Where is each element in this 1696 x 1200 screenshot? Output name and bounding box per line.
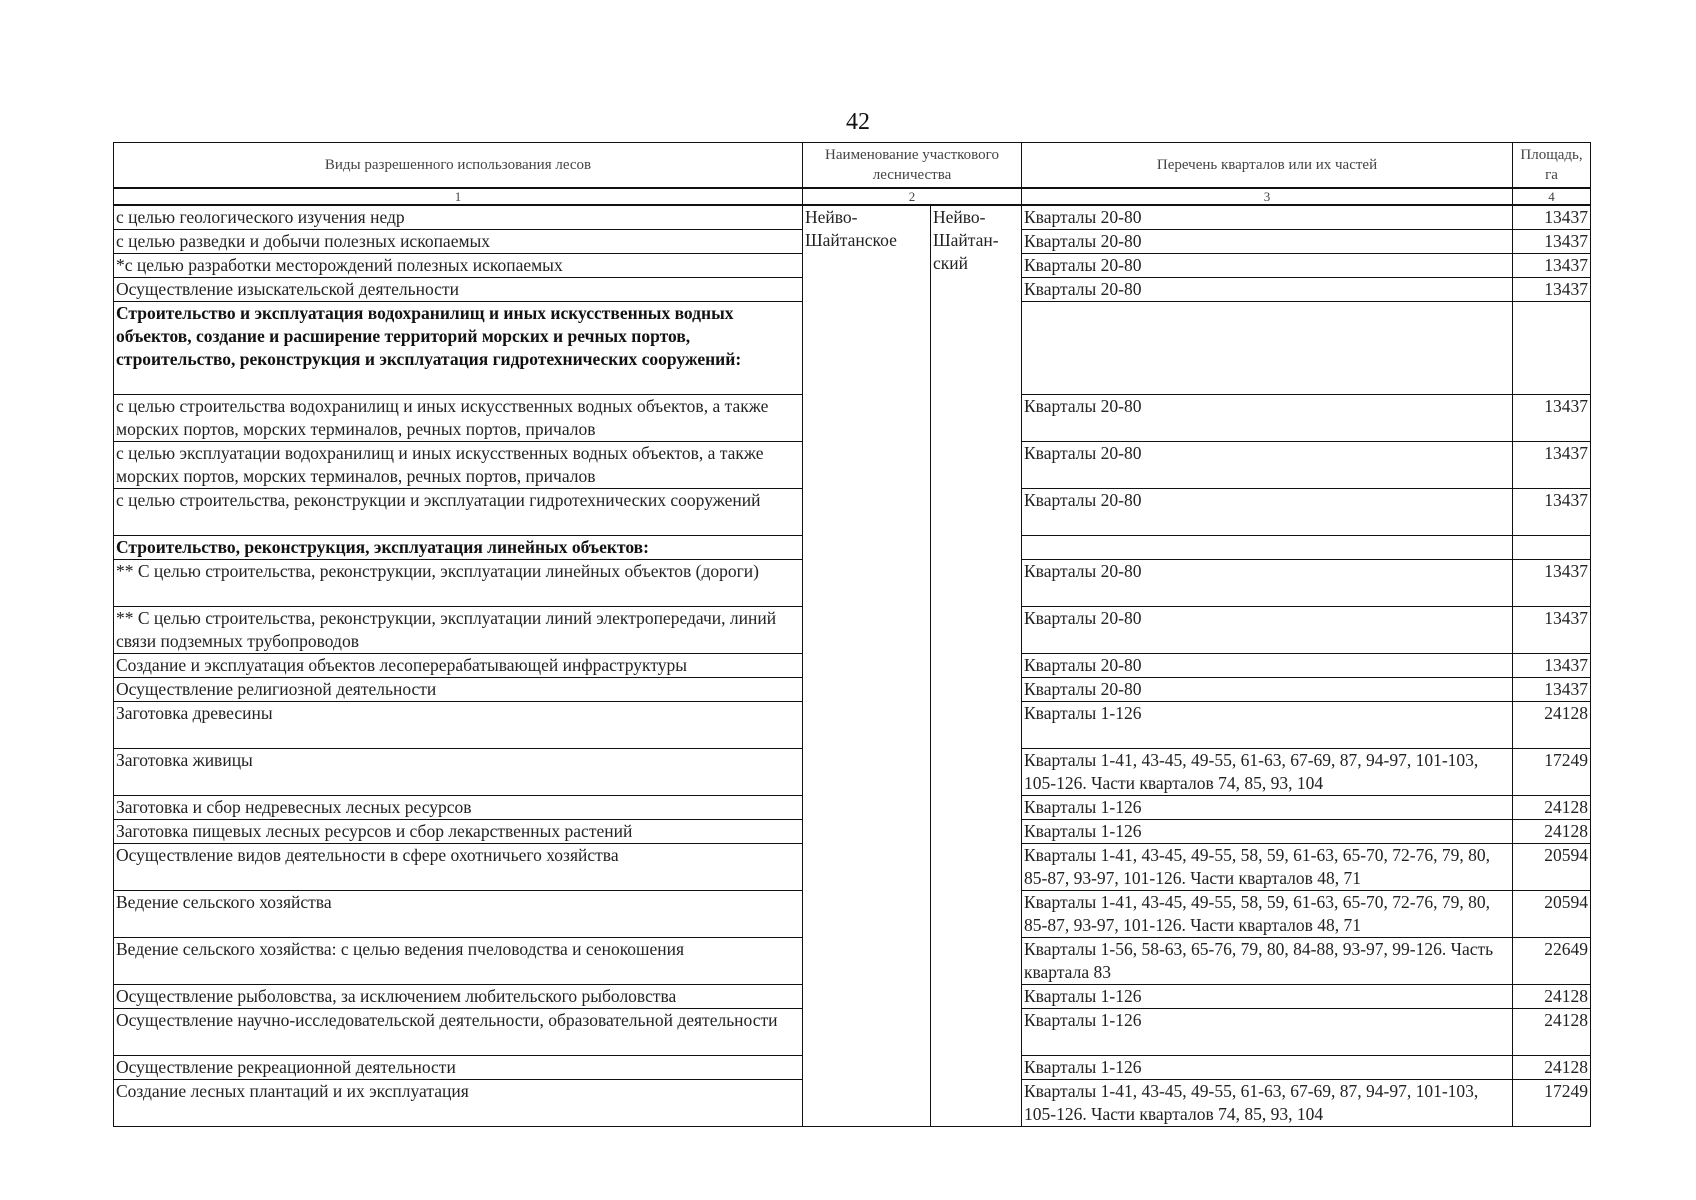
quarters-cell: Кварталы 20-80 xyxy=(1022,205,1513,230)
use-kind-cell: Ведение сельского хозяйства: с целью ведения пчеловодства и сенокошения xyxy=(114,938,803,985)
quarters-cell: Кварталы 1-126 xyxy=(1022,820,1513,844)
use-kind-cell: с целью строительства водохранилищ и иных искусственных водных объектов, а также морских портов, морских терминалов, речных портов, причалов xyxy=(114,395,803,442)
quarters-cell: Кварталы 1-126 xyxy=(1022,702,1513,749)
use-kind-cell: Осуществление рыболовства, за исключением любительского рыболовства xyxy=(114,985,803,1009)
area-cell: 20594 xyxy=(1513,891,1591,938)
use-kind-cell: с целью строительства, реконструкции и эксплуатации гидротехнических сооружений xyxy=(114,489,803,536)
use-kind-cell: Создание и эксплуатация объектов лесоперерабатывающей инфраструктуры xyxy=(114,654,803,678)
area-cell: 13437 xyxy=(1513,560,1591,607)
quarters-cell: Кварталы 20-80 xyxy=(1022,442,1513,489)
quarters-cell: Кварталы 20-80 xyxy=(1022,395,1513,442)
use-kind-cell: Осуществление научно-исследовательской деятельности, образовательной деятельности xyxy=(114,1009,803,1056)
quarters-cell: Кварталы 20-80 xyxy=(1022,489,1513,536)
quarters-cell xyxy=(1022,536,1513,560)
area-cell: 13437 xyxy=(1513,607,1591,654)
page-number: 42 xyxy=(846,109,870,135)
use-kind-cell: с целью эксплуатации водохранилищ и иных искусственных водных объектов, а также морских портов, морских терминалов, речных портов, причалов xyxy=(114,442,803,489)
use-kind-cell: Ведение сельского хозяйства xyxy=(114,891,803,938)
quarters-cell: Кварталы 1-41, 43-45, 49-55, 61-63, 67-69, 87, 94-97, 101-103, 105-126. Части кварталов 74, 85, 93, 104 xyxy=(1022,1080,1513,1127)
header-area: Площадь, га xyxy=(1513,143,1591,189)
quarters-cell: Кварталы 1-41, 43-45, 49-55, 58, 59, 61-63, 65-70, 72-76, 79, 80, 85-87, 93-97, 101-126. Части кварталов 48, 71 xyxy=(1022,844,1513,891)
use-kind-cell: Осуществление изыскательской деятельности xyxy=(114,278,803,302)
quarters-cell: Кварталы 1-126 xyxy=(1022,1056,1513,1080)
use-kind-cell: Строительство, реконструкция, эксплуатация линейных объектов: xyxy=(114,536,803,560)
area-cell: 13437 xyxy=(1513,442,1591,489)
quarters-cell: Кварталы 20-80 xyxy=(1022,278,1513,302)
quarters-cell: Кварталы 1-126 xyxy=(1022,1009,1513,1056)
use-kind-cell: с целью разведки и добычи полезных ископаемых xyxy=(114,230,803,254)
forestry-local-cell xyxy=(931,205,1022,1127)
quarters-cell: Кварталы 20-80 xyxy=(1022,607,1513,654)
quarters-cell: Кварталы 20-80 xyxy=(1022,230,1513,254)
use-kind-cell: Создание лесных плантаций и их эксплуатация xyxy=(114,1080,803,1127)
quarters-cell: Кварталы 20-80 xyxy=(1022,560,1513,607)
area-cell: 24128 xyxy=(1513,820,1591,844)
column-number: 1 xyxy=(114,188,803,205)
column-number: 4 xyxy=(1513,188,1591,205)
area-cell: 13437 xyxy=(1513,678,1591,702)
quarters-cell: Кварталы 20-80 xyxy=(1022,678,1513,702)
use-kind-cell: ** С целью строительства, реконструкции, эксплуатации линий электропередачи, линий связи подземных трубопроводов xyxy=(114,607,803,654)
table-row xyxy=(114,205,1591,230)
area-cell: 22649 xyxy=(1513,938,1591,985)
area-cell: 13437 xyxy=(1513,230,1591,254)
area-cell: 13437 xyxy=(1513,654,1591,678)
quarters-cell: Кварталы 1-126 xyxy=(1022,985,1513,1009)
use-kind-cell: с целью геологического изучения недр xyxy=(114,205,803,230)
column-number: 2 xyxy=(803,188,1022,205)
use-kind-cell: Заготовка и сбор недревесных лесных ресурсов xyxy=(114,796,803,820)
area-cell xyxy=(1513,302,1591,395)
area-cell: 24128 xyxy=(1513,796,1591,820)
quarters-cell: Кварталы 20-80 xyxy=(1022,254,1513,278)
quarters-cell: Кварталы 1-126 xyxy=(1022,796,1513,820)
forestry-district-cell xyxy=(803,205,931,1127)
forestry-local-name: Нейво-Шайтан-ский xyxy=(933,207,999,273)
area-cell: 17249 xyxy=(1513,1080,1591,1127)
area-cell: 13437 xyxy=(1513,395,1591,442)
area-cell: 13437 xyxy=(1513,205,1591,230)
quarters-cell: Кварталы 20-80 xyxy=(1022,654,1513,678)
column-number: 3 xyxy=(1022,188,1513,205)
area-cell: 24128 xyxy=(1513,702,1591,749)
forest-use-table xyxy=(113,142,1591,1127)
forestry-district-name: Нейво-Шайтанское xyxy=(805,207,897,250)
area-cell: 24128 xyxy=(1513,985,1591,1009)
header-kind: Виды разрешенного использования лесов xyxy=(114,143,803,189)
area-cell: 17249 xyxy=(1513,749,1591,796)
use-kind-cell: Осуществление видов деятельности в сфере охотничьего хозяйства xyxy=(114,844,803,891)
use-kind-cell: ** С целью строительства, реконструкции, эксплуатации линейных объектов (дороги) xyxy=(114,560,803,607)
use-kind-cell: Осуществление религиозной деятельности xyxy=(114,678,803,702)
quarters-cell: Кварталы 1-41, 43-45, 49-55, 58, 59, 61-63, 65-70, 72-76, 79, 80, 85-87, 93-97, 101-126. Части кварталов 48, 71 xyxy=(1022,891,1513,938)
use-kind-cell: *с целью разработки месторождений полезных ископаемых xyxy=(114,254,803,278)
area-cell: 13437 xyxy=(1513,278,1591,302)
area-cell: 24128 xyxy=(1513,1056,1591,1080)
use-kind-cell: Осуществление рекреационной деятельности xyxy=(114,1056,803,1080)
use-kind-cell: Заготовка пищевых лесных ресурсов и сбор лекарственных растений xyxy=(114,820,803,844)
area-cell: 13437 xyxy=(1513,254,1591,278)
area-cell xyxy=(1513,536,1591,560)
header-forestry: Наименование участкового лесничества xyxy=(803,143,1022,189)
area-cell: 13437 xyxy=(1513,489,1591,536)
area-cell: 24128 xyxy=(1513,1009,1591,1056)
table-header-row xyxy=(114,143,1591,189)
quarters-cell: Кварталы 1-41, 43-45, 49-55, 61-63, 67-69, 87, 94-97, 101-103, 105-126. Части кварталов 74, 85, 93, 104 xyxy=(1022,749,1513,796)
header-quarters: Перечень кварталов или их частей xyxy=(1022,143,1513,189)
use-kind-cell: Заготовка древесины xyxy=(114,702,803,749)
use-kind-cell: Строительство и эксплуатация водохранилищ и иных искусственных водных объектов, создание и расширение территорий морских и речных портов, строительство, реконструкция и эксплуатация гидротехнических сооружений: xyxy=(114,302,803,395)
area-cell: 20594 xyxy=(1513,844,1591,891)
column-number-row xyxy=(114,188,1591,205)
quarters-cell xyxy=(1022,302,1513,395)
use-kind-cell: Заготовка живицы xyxy=(114,749,803,796)
quarters-cell: Кварталы 1-56, 58-63, 65-76, 79, 80, 84-88, 93-97, 99-126. Часть квартала 83 xyxy=(1022,938,1513,985)
